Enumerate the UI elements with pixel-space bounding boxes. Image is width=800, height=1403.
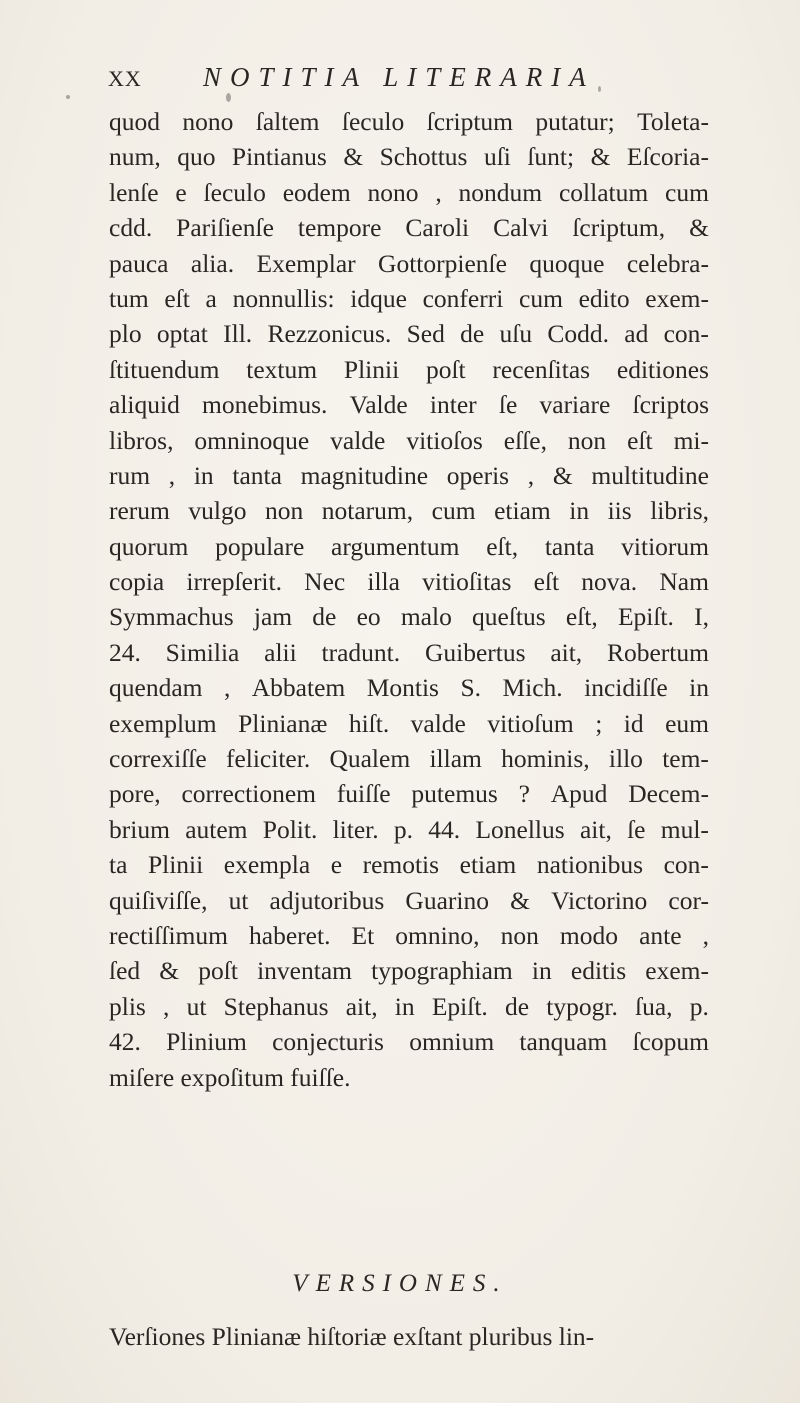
text-line: quorum populare argumentum eſt, tanta vitiorum [109, 531, 709, 561]
text-line: pauca alia. Exemplar Gottorpienſe quoque celebra- [109, 248, 709, 278]
text-line: ſtituendum textum Plinii poſt recenſitas editiones [109, 354, 709, 384]
page-number: XX [108, 66, 142, 91]
text-line: libros, omninoque valde vitioſos eſſe, non eſt mi- [109, 425, 709, 455]
ink-speck [598, 86, 601, 92]
text-line: ta Plinii exempla e remotis etiam nationibus con- [109, 850, 709, 880]
text-line: plo optat Ill. Rezzonicus. Sed de uſu Codd. ad con- [109, 319, 709, 349]
text-line: plis , ut Stephanus ait, in Epiſt. de typogr. ſua, p. [109, 991, 709, 1021]
text-line: rum , in tanta magnitudine operis , & multitudine [109, 460, 709, 490]
running-head [108, 62, 708, 98]
text-line: miſere expoſitum fuiſſe. [109, 1062, 351, 1092]
text-line: ſed & poſt inventam typographiam in editis exem- [109, 956, 709, 986]
text-line: rerum vulgo non notarum, cum etiam in iis libris, [109, 496, 709, 526]
text-line: 24. Similia alii tradunt. Guibertus ait, Robertum [109, 637, 709, 667]
text-line: num, quo Pintianus & Schottus uſi ſunt; & Eſcoria- [109, 142, 709, 172]
text-line: cdd. Pariſienſe tempore Caroli Calvi ſcriptum, & [109, 213, 709, 243]
text-line: 42. Plinium conjecturis omnium tanquam ſcopum [109, 1027, 709, 1057]
text-line: rectiſſimum haberet. Et omnino, non modo ante , [109, 920, 709, 950]
text-line: quendam , Abbatem Montis S. Mich. incidiſſe in [109, 673, 709, 703]
text-line: tum eſt a nonnullis: idque conferri cum edito exem- [109, 283, 709, 313]
running-title: NOTITIA LITERARIA [203, 62, 595, 92]
text-line: exemplum Plinianæ hiſt. valde vitioſum ; id eum [109, 708, 709, 738]
text-line: brium autem Polit. liter. p. 44. Lonellus ait, ſe mul- [109, 814, 709, 844]
text-line: copia irrepſerit. Nec illa vitioſitas eſt nova. Nam [109, 567, 709, 597]
text-line: correxiſſe feliciter. Qualem illam hominis, illo tem- [109, 744, 709, 774]
text-line: quiſiviſſe, ut adjutoribus Guarino & Victorino cor- [109, 885, 709, 915]
text-line: aliquid monebimus. Valde inter ſe variare ſcriptos [109, 390, 709, 420]
ink-speck [66, 95, 70, 99]
ink-speck [226, 93, 231, 102]
text-line: Symmachus jam de eo malo queſtus eſt, Epiſt. I, [109, 602, 709, 632]
section-first-line: Verſiones Plinianæ hiſtoriæ exſtant pluribus lin- [109, 1322, 595, 1351]
text-line: lenſe e ſeculo eodem nono , nondum collatum cum [109, 177, 709, 207]
body-text [109, 104, 709, 1095]
text-line: quod nono ſaltem ſeculo ſcriptum putatur; Toleta- [109, 107, 709, 136]
text-line: pore, correctionem fuiſſe putemus ? Apud Decem- [109, 779, 709, 809]
section-heading: VERSIONES. [292, 1270, 508, 1297]
